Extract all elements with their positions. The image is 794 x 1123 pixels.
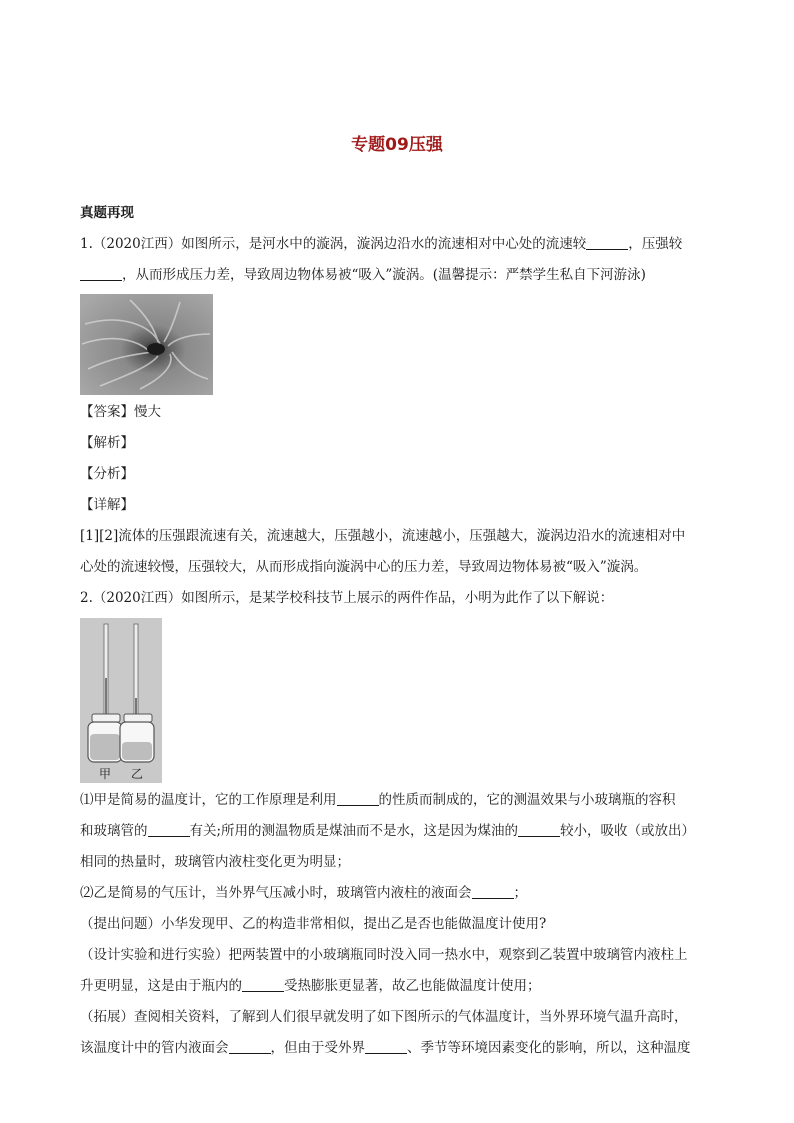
answer-blank[interactable] bbox=[518, 822, 560, 837]
q1-detail-line-1: [1][2]流体的压强跟流速有关，流速越大，压强越小，流速越小，压强越大，漩涡边沿水的流速相对中 bbox=[80, 528, 686, 544]
answer-blank[interactable] bbox=[148, 822, 190, 837]
two-bottle-thermometers-icon bbox=[80, 618, 162, 783]
section-heading: 真题再现 bbox=[80, 205, 134, 221]
q1-fenxi: 【分析】 bbox=[80, 466, 134, 482]
q1-detail: 【详解】 bbox=[80, 497, 134, 513]
answer-blank[interactable] bbox=[365, 1039, 407, 1054]
answer-blank[interactable] bbox=[337, 791, 379, 806]
q2-part1-line-3: 相同的热量时，玻璃管内液柱变化更为明显； bbox=[80, 854, 350, 870]
q1-line-1: 1.（2020江西）如图所示，是河水中的漩涡，漩涡边沿水的流速相对中心处的流速较 ，压强较 bbox=[80, 236, 683, 252]
whirlpool-photo-icon bbox=[80, 294, 213, 395]
figure-label-jia: 甲 bbox=[98, 767, 112, 781]
answer-blank[interactable] bbox=[242, 977, 284, 992]
q1-detail-line-2: 心处的流速较慢，压强较大，从而形成指向漩涡中心的压力差，导致周边物体易被“吸入”漩涡。 bbox=[80, 559, 648, 575]
q2-experiment-line-1: （设计实验和进行实验）把两装置中的小玻璃瓶同时没入同一热水中，观察到乙装置中玻璃管内液柱上 bbox=[80, 947, 688, 963]
answer-blank[interactable] bbox=[586, 235, 628, 250]
figure-label-yi: 乙 bbox=[130, 767, 144, 781]
q1-analysis: 【解析】 bbox=[80, 435, 134, 451]
q2-experiment-line-2: 升更明显，这是由于瓶内的 受热膨胀更显著，故乙也能做温度计使用； bbox=[80, 978, 541, 994]
answer-blank[interactable] bbox=[80, 266, 122, 281]
q1-line-2: ，从而形成压力差，导致周边物体易被“吸入”漩涡。(温馨提示：严禁学生私自下河游泳) bbox=[80, 260, 720, 291]
answer-blank[interactable] bbox=[229, 1039, 271, 1054]
q2-extension-line-2: 该温度计中的管内液面会 ，但由于受外界 、季节等环境因素变化的影响，所以，这种温度 bbox=[80, 1040, 691, 1056]
q2-extension-line-1: （拓展）查阅相关资料，了解到人们很早就发明了如下图所示的气体温度计，当外界环境气温升高时， bbox=[80, 1009, 688, 1025]
q2-intro: 2.（2020江西）如图所示，是某学校科技节上展示的两件作品，小明为此作了以下解说： bbox=[80, 590, 614, 606]
q2-part1-line-2: 和玻璃管的 有关;所用的测温物质是煤油而不是水，这是因为煤油的 较小，吸收（或放出） bbox=[80, 823, 696, 839]
q1-answer: 【答案】慢大 bbox=[80, 404, 161, 420]
q2-question-line: （提出问题）小华发现甲、乙的构造非常相似，提出乙是否也能做温度计使用? bbox=[80, 916, 547, 932]
q2-part1-line-1: ⑴甲是简易的温度计，它的工作原理是利用 的性质而制成的，它的测温效果与小玻璃瓶的容积 bbox=[80, 792, 676, 808]
q2-part2-line: ⑵乙是简易的气压计，当外界气压减小时，玻璃管内液柱的液面会 ； bbox=[80, 885, 527, 901]
answer-blank[interactable] bbox=[472, 884, 514, 899]
page-title: 专题09压强 bbox=[351, 135, 443, 155]
document-body bbox=[80, 198, 720, 1064]
